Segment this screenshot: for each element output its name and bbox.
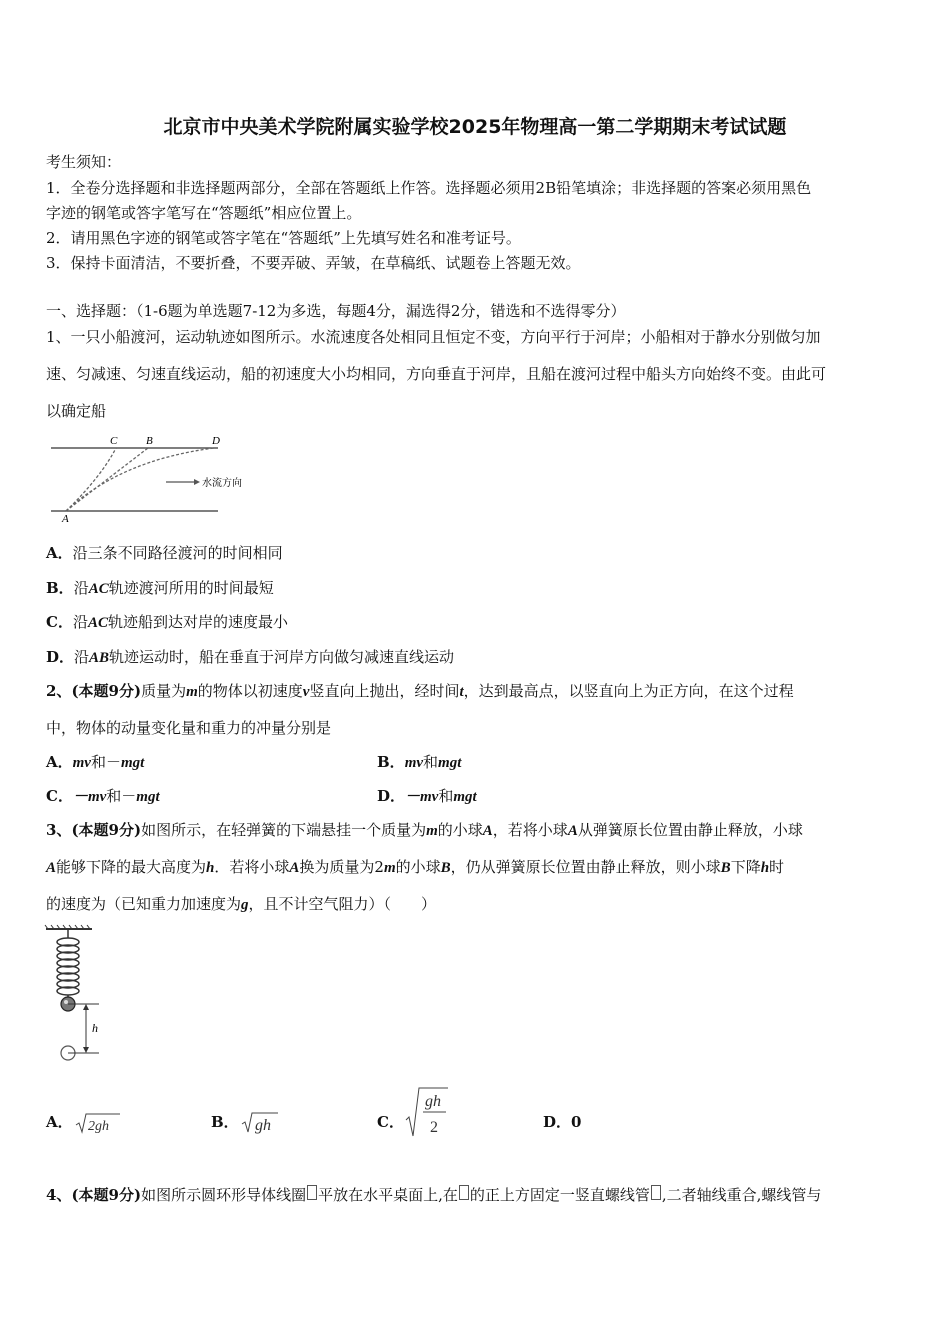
section-heading: 一、选择题：（1-6题为单选题7-12为多选，每题4分，漏选得2分，错选和不选得零分） [46,302,626,320]
notice-item: 1．全卷分选择题和非选择题两部分，全部在答题纸上作答。选择题必须用2B铅笔填涂；非选择题的答案必须用黑色 [46,179,812,197]
height-label: h [92,1021,98,1035]
sqrt-2gh-expression [74,1110,124,1136]
q3-option-d[interactable]: D．0 [543,1113,582,1131]
q4-text: 4、(本题9分)如图所示圆环形导体线圈 平放在水平桌面上,在 的正上方固定一竖直螺线管 ,二者轴线重合,螺线管与 [46,1186,822,1204]
q3-text: A能够下降的最大高度为h．若将小球A换为质量为2m的小球B，仍从弹簧原长位置由静止释放，则小球B下降h时 [46,858,785,876]
notice-item: 2．请用黑色字迹的钢笔或答字笔在“答题纸”上先填写姓名和准考证号。 [46,229,521,247]
q2-text: 2、(本题9分)质量为m的物体以初速度v竖直向上抛出，经时间t，达到最高点，以竖直向上为正方向，在这个过程 [46,682,794,700]
q2-option-b[interactable]: B．mv和mgt [377,753,462,771]
q1-option-d[interactable]: D．沿AB轨迹运动时，船在垂直于河岸方向做匀减速直线运动 [46,648,455,666]
q2-text: 中，物体的动量变化量和重力的冲量分别是 [46,719,332,737]
q3-option-b[interactable]: B． [211,1113,239,1131]
page-title: 北京市中央美术学院附属实验学校2025年物理高一第二学期期末考试试题 [163,116,787,138]
sqrt-gh-over-2-expression [404,1086,450,1140]
notice-item: 字迹的钢笔或答字笔写在“答题纸”相应位置上。 [46,204,362,222]
notice-heading: 考生须知： [46,153,122,171]
q3-option-a[interactable]: A． [46,1113,73,1131]
svg-text:2: 2 [430,1119,438,1136]
sqrt-gh-expression [240,1108,280,1136]
label-a: A [62,513,69,524]
svg-text:2gh: 2gh [88,1119,109,1134]
q2-option-a[interactable]: A．mv和－mgt [46,753,145,771]
notice-item: 3．保持卡面清洁，不要折叠，不要弄破、弄皱，在草稿纸、试题卷上答题无效。 [46,254,581,272]
q1-option-a[interactable]: A．沿三条不同路径渡河的时间相同 [46,544,283,562]
spring-figure [44,924,110,1064]
q3-option-c[interactable]: C． [377,1113,404,1131]
q3-text: 的速度为（已知重力加速度为g，且不计空气阻力）（ ） [46,895,437,913]
flow-direction-label: 水流方向 [202,478,242,489]
missing-glyph-icon [307,1185,317,1200]
svg-text:gh: gh [425,1093,441,1110]
q2-option-c[interactable]: C．－mv和－mgt [46,787,160,805]
q1-option-c[interactable]: C．沿AC轨迹船到达对岸的速度最小 [46,613,288,631]
q1-option-b[interactable]: B．沿AC轨迹渡河所用的时间最短 [46,579,274,597]
missing-glyph-icon [651,1185,661,1200]
q1-text: 1、一只小船渡河，运动轨迹如图所示。水流速度各处相同且恒定不变，方向平行于河岸；小船相对于静水分别做匀加 [46,328,821,346]
q2-option-d[interactable]: D．－mv和mgt [377,787,477,805]
q3-text: 3、(本题9分)如图所示，在轻弹簧的下端悬挂一个质量为m的小球A，若将小球A从弹簧原长位置由静止释放，小球 [46,821,803,839]
label-c: C [110,435,118,447]
svg-text:gh: gh [255,1117,271,1134]
label-d: D [212,435,220,447]
river-trajectory-figure [46,432,256,524]
q1-text: 速、匀减速、匀速直线运动，船的初速度大小均相同，方向垂直于河岸，且船在渡河过程中船头方向始终不变。由此可 [46,365,827,383]
label-b: B [146,435,153,447]
q1-text: 以确定船 [46,402,107,420]
missing-glyph-icon [459,1185,469,1200]
